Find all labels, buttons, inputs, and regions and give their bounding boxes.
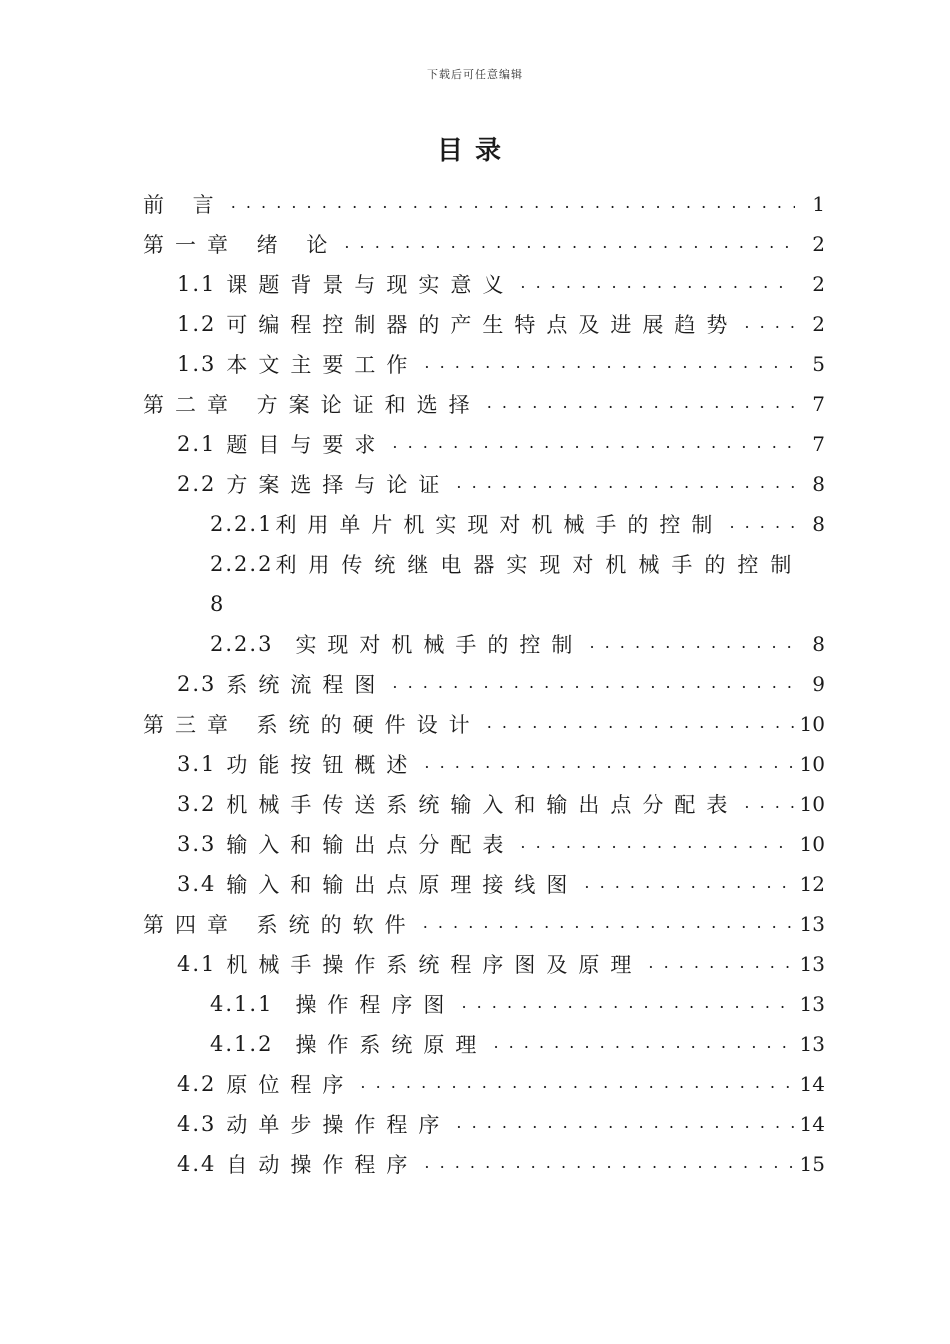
toc-section-number: 1.2 <box>177 312 217 336</box>
toc-entry[interactable] <box>143 224 825 264</box>
toc-entry[interactable] <box>177 1064 825 1104</box>
toc-entry[interactable] <box>177 264 825 304</box>
toc-entry[interactable] <box>177 824 825 864</box>
toc-section-number: 4.1 <box>177 952 217 976</box>
toc-page-number: 13 <box>799 992 825 1016</box>
toc-page-number: 8 <box>210 592 224 616</box>
toc-page-number: 15 <box>799 1152 825 1176</box>
toc-section-number: 4.4 <box>177 1152 217 1176</box>
toc-label: 自动操作程序 <box>226 1153 419 1177</box>
toc-label: 输入和输出点分配表 <box>226 833 515 857</box>
toc-label: 利用单片机实现对机械手的控制 <box>275 513 724 537</box>
dot-leader <box>461 984 793 1024</box>
toc-section-number: 2.1 <box>177 432 217 456</box>
toc-label: 本文主要工作 <box>226 353 419 377</box>
dot-leader <box>392 664 795 704</box>
dot-leader <box>487 704 794 744</box>
toc-page-number: 2 <box>812 312 825 336</box>
toc-entry[interactable] <box>143 384 825 424</box>
toc-label: 可编程控制器的产生特点及进展趋势 <box>226 313 739 337</box>
toc-page-number: 2 <box>812 272 825 296</box>
toc-section-number: 3.2 <box>177 792 217 816</box>
toc-page-number: 13 <box>799 912 825 936</box>
toc-label: 输入和输出点原理接线图 <box>226 873 579 897</box>
toc-page-number: 8 <box>812 632 825 656</box>
toc-entry[interactable] <box>210 1024 825 1064</box>
toc-label: 系统流程图 <box>226 673 387 697</box>
toc-label: 功能按钮概述 <box>226 753 419 777</box>
page-title: 目录 <box>436 136 513 166</box>
toc-section-number: 4.1.1 <box>210 992 274 1016</box>
toc-page-number: 9 <box>812 672 825 696</box>
toc-page-number: 5 <box>812 352 825 376</box>
toc-label: 题目与要求 <box>226 433 387 457</box>
toc-page-number: 14 <box>799 1112 825 1136</box>
dot-leader <box>423 904 794 944</box>
toc-page-number: 10 <box>799 792 825 816</box>
dot-leader <box>424 744 793 784</box>
toc-section-number: 1.1 <box>177 272 217 296</box>
toc-label: 实现对机械手的控制 <box>295 633 584 657</box>
toc-section-number: 2.2 <box>177 472 217 496</box>
toc-label: 第四章 系统的软件 <box>143 913 417 937</box>
toc-section-number: 2.2.3 <box>210 632 274 656</box>
toc-section-number: 2.3 <box>177 672 217 696</box>
toc-section-number: 2.2.1 <box>210 512 274 536</box>
toc-section-number: 3.3 <box>177 832 217 856</box>
toc-section-number: 4.2 <box>177 1072 217 1096</box>
toc-entry[interactable] <box>143 704 825 744</box>
toc-label: 机械手传送系统输入和输出点分配表 <box>226 793 739 817</box>
toc-entry[interactable] <box>177 424 825 464</box>
toc-entry[interactable] <box>177 304 825 344</box>
toc-label: 课题背景与现实意义 <box>226 273 515 297</box>
dot-leader <box>729 504 795 544</box>
toc-section-number: 3.1 <box>177 752 217 776</box>
dot-leader <box>744 784 793 824</box>
toc-section-number: 4.3 <box>177 1112 217 1136</box>
dot-leader <box>589 624 795 664</box>
page-header: 下载后可任意编辑 <box>427 68 523 81</box>
toc-page-number: 10 <box>799 712 825 736</box>
dot-leader <box>648 944 793 984</box>
toc-label: 机械手操作系统程序图及原理 <box>226 953 643 977</box>
toc-label: 第三章 系统的硬件设计 <box>143 713 481 737</box>
dot-leader <box>231 184 795 224</box>
toc-page-number: 13 <box>799 952 825 976</box>
toc-label: 动单步操作程序 <box>226 1113 451 1137</box>
toc-page-number: 8 <box>812 472 825 496</box>
dot-leader <box>424 344 795 384</box>
dot-leader <box>584 864 793 904</box>
toc-page-number: 2 <box>812 232 825 256</box>
toc-entry[interactable] <box>177 344 825 384</box>
toc-page-number: 13 <box>799 1032 825 1056</box>
toc-label: 操作程序图 <box>295 993 456 1017</box>
toc-entry[interactable] <box>143 904 825 944</box>
dot-leader <box>520 824 793 864</box>
dot-leader <box>520 264 795 304</box>
dot-leader <box>392 424 795 464</box>
toc-entry[interactable] <box>210 544 810 584</box>
toc-entry[interactable] <box>210 624 825 664</box>
toc-page-number: 7 <box>812 392 825 416</box>
toc-entry[interactable] <box>143 184 825 224</box>
dot-leader <box>360 1064 793 1104</box>
toc-section-number: 3.4 <box>177 872 217 896</box>
toc-entry[interactable] <box>177 464 825 504</box>
toc-page-number: 7 <box>812 432 825 456</box>
dot-leader <box>424 1144 793 1184</box>
toc-page-number: 10 <box>799 752 825 776</box>
toc-entry[interactable] <box>177 864 825 904</box>
dot-leader <box>487 384 795 424</box>
toc-label: 前 言 <box>143 193 225 217</box>
dot-leader <box>344 224 795 264</box>
toc-page-number: 12 <box>799 872 825 896</box>
toc-label: 操作系统原理 <box>295 1033 488 1057</box>
toc-page-number: 14 <box>799 1072 825 1096</box>
toc-entry[interactable] <box>177 1104 825 1144</box>
toc-label: 方案选择与论证 <box>226 473 451 497</box>
toc-label: 第二章 方案论证和选择 <box>143 393 481 417</box>
toc-entry[interactable] <box>177 1144 825 1184</box>
toc-section-number: 1.3 <box>177 352 217 376</box>
toc-entry[interactable] <box>177 744 825 784</box>
toc-entry[interactable] <box>177 664 825 704</box>
toc-label: 利用传统继电器实现对机械手的控制 <box>275 553 804 577</box>
dot-leader <box>744 304 795 344</box>
toc-page-number: 1 <box>812 192 825 216</box>
toc-entry[interactable] <box>210 984 825 1024</box>
toc-label: 原位程序 <box>226 1073 355 1097</box>
toc-section-number: 4.1.2 <box>210 1032 274 1056</box>
toc-entry[interactable] <box>210 504 825 544</box>
toc-entry[interactable] <box>177 784 825 824</box>
toc-page-number: 10 <box>799 832 825 856</box>
toc-entry[interactable] <box>177 944 825 984</box>
dot-leader <box>456 1104 793 1144</box>
toc-section-number: 2.2.2 <box>210 552 274 576</box>
toc-label: 第一章 绪 论 <box>143 233 339 257</box>
dot-leader <box>493 1024 793 1064</box>
dot-leader <box>456 464 795 504</box>
toc-page-number: 8 <box>812 512 825 536</box>
